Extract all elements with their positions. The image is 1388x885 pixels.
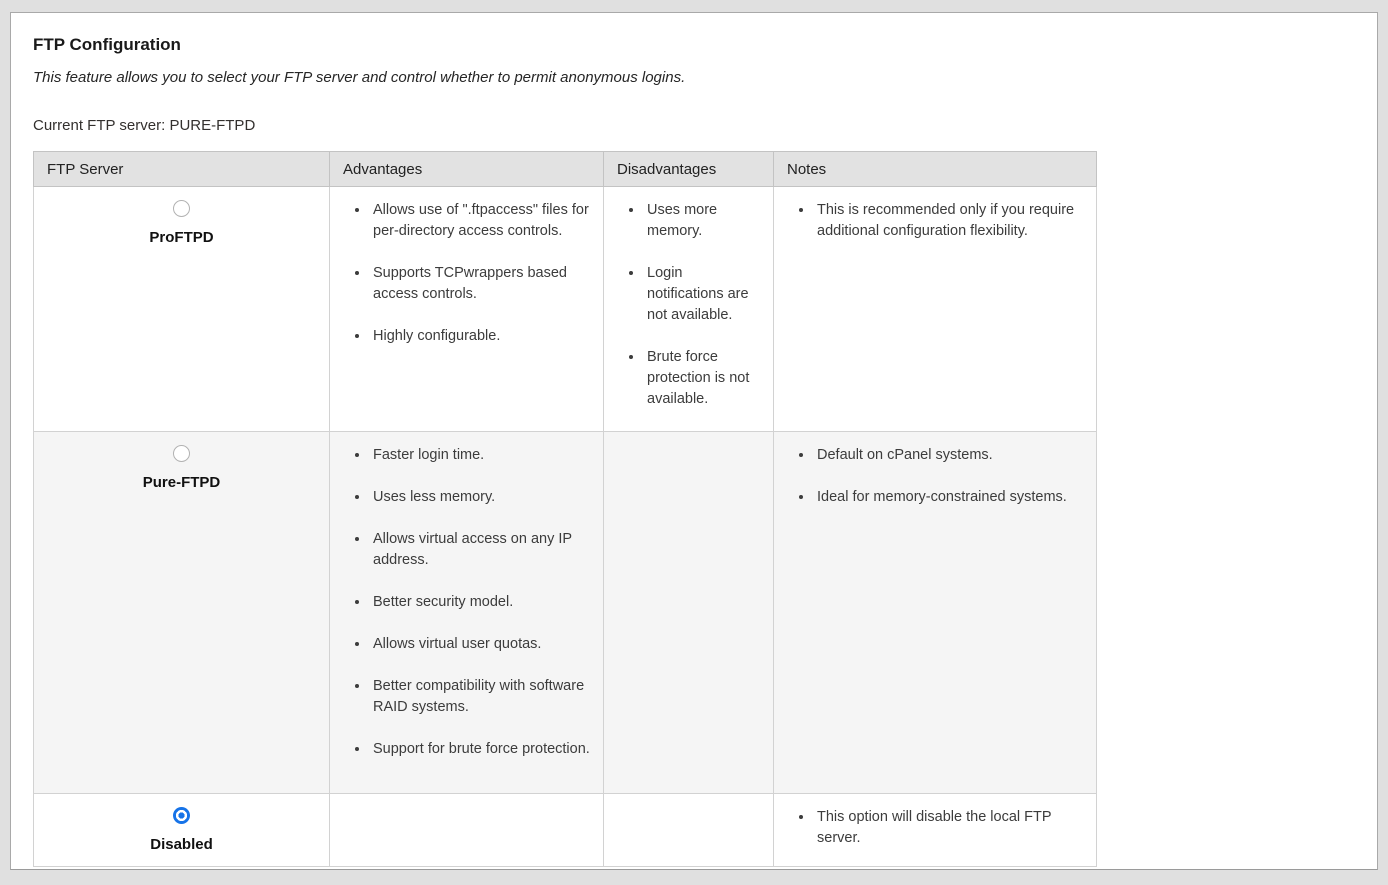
advantages-cell xyxy=(330,187,604,432)
column-header-disadvantages: Disadvantages xyxy=(604,152,774,187)
column-header-ftp-server: FTP Server xyxy=(34,152,330,187)
advantages-item: • Better compatibility with software RAID systems. xyxy=(370,676,590,718)
page-description: This feature allows you to select your FTP server and control whether to permit anonymous logins. xyxy=(33,69,686,86)
column-header-advantages: Advantages xyxy=(330,152,604,187)
notes-list xyxy=(787,445,1083,508)
advantages-cell xyxy=(330,794,604,867)
notes-cell xyxy=(774,794,1097,867)
disadvantages-list xyxy=(617,200,760,410)
disadvantages-cell xyxy=(604,794,774,867)
server-name-label: Disabled xyxy=(150,836,213,853)
notes-list xyxy=(787,807,1083,849)
disadvantages-item: • Uses more memory. xyxy=(644,200,760,242)
notes-item: • Default on cPanel systems. xyxy=(814,445,1083,466)
server-name-label: ProFTPD xyxy=(149,229,214,246)
radio-icon-proftpd[interactable] xyxy=(173,200,190,217)
ftp-configuration-panel xyxy=(10,12,1378,870)
notes-cell xyxy=(774,432,1097,794)
disadvantages-item: • Brute force protection is not available. xyxy=(644,347,760,410)
notes-cell xyxy=(774,187,1097,432)
notes-item: • Ideal for memory-constrained systems. xyxy=(814,487,1083,508)
disadvantages-cell xyxy=(604,187,774,432)
page-title: FTP Configuration xyxy=(33,35,181,54)
notes-item: • This is recommended only if you require additional configuration flexibility. xyxy=(814,200,1083,242)
advantages-item: • Better security model. xyxy=(370,592,590,613)
column-header-notes: Notes xyxy=(774,152,1097,187)
server-name-label: Pure-FTPD xyxy=(142,474,221,491)
notes-list xyxy=(787,200,1083,242)
current-ftp-server-value: PURE-FTPD xyxy=(169,117,256,134)
advantages-item: • Allows virtual access on any IP address. xyxy=(370,529,590,571)
table-row xyxy=(34,794,1097,867)
table-row xyxy=(34,432,1097,794)
advantages-list xyxy=(343,200,590,347)
ftp-server-table xyxy=(33,151,1097,867)
disadvantages-cell xyxy=(604,432,774,794)
table-row xyxy=(34,187,1097,432)
notes-item: • This option will disable the local FTP server. xyxy=(814,807,1083,849)
advantages-item: • Supports TCPwrappers based access controls. xyxy=(370,263,590,305)
advantages-item: • Allows virtual user quotas. xyxy=(370,634,590,655)
radio-selected-icon-disabled[interactable] xyxy=(173,807,190,824)
server-cell-pure-ftpd xyxy=(34,432,330,794)
advantages-item: • Highly configurable. xyxy=(370,326,590,347)
radio-icon-pure-ftpd[interactable] xyxy=(173,445,190,462)
server-cell-disabled xyxy=(34,794,330,867)
current-ftp-server-line xyxy=(33,117,1355,134)
advantages-item: • Faster login time. xyxy=(370,445,590,466)
advantages-cell xyxy=(330,432,604,794)
advantages-item: • Allows use of ".ftpaccess" files for per-directory access controls. xyxy=(370,200,590,242)
table-header-row xyxy=(34,152,1097,187)
disadvantages-item: • Login notifications are not available. xyxy=(644,263,760,326)
advantages-list xyxy=(343,445,590,760)
server-cell-proftpd xyxy=(34,187,330,432)
advantages-item: • Support for brute force protection. xyxy=(370,739,590,760)
advantages-item: • Uses less memory. xyxy=(370,487,590,508)
current-ftp-server-label: Current FTP server: xyxy=(33,117,166,134)
